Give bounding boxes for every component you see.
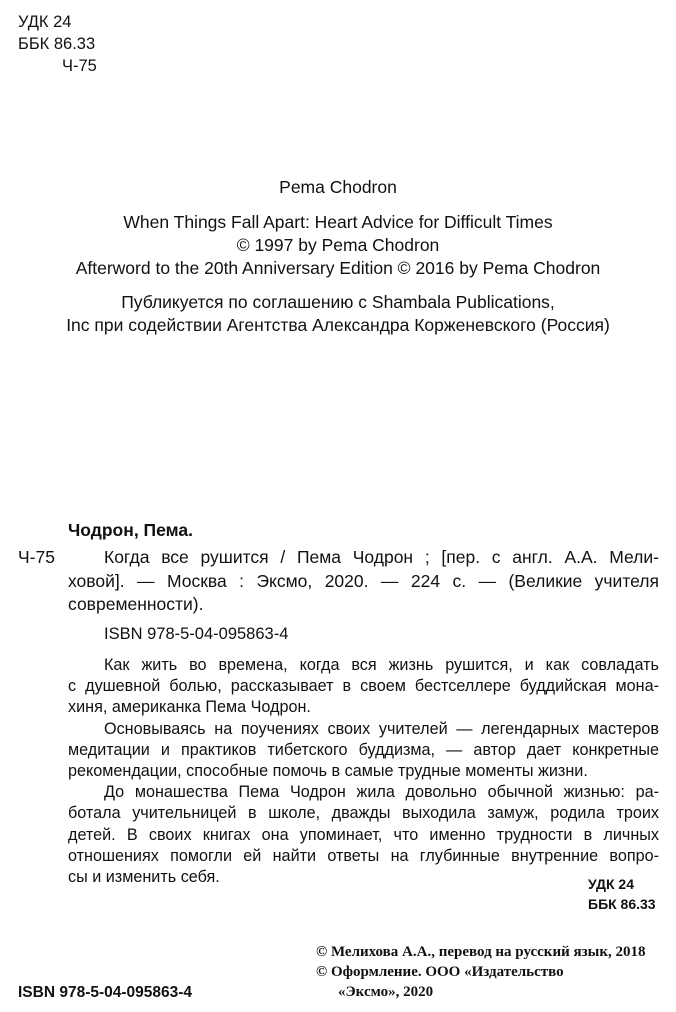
card-udk: УДК 24 bbox=[588, 876, 634, 892]
catalog-heading: Чодрон, Пема. bbox=[68, 520, 193, 540]
description-line-1: Когда все рушится / Пема Чодрон ; [пер. с англ. А.А. Мели- bbox=[104, 547, 659, 567]
annotation-line: с душевной болью, рассказывает в своем бестселлере буддийская мона- bbox=[68, 677, 659, 696]
author-mark: Ч-75 bbox=[62, 57, 97, 75]
annotation-line: Как жить во времена, когда вся жизнь рушится, и как совладать bbox=[104, 656, 659, 674]
bbk-code: ББК 86.33 bbox=[18, 35, 96, 53]
design-copyright-line-2: «Эксмо», 2020 bbox=[338, 984, 434, 1000]
description-line-3: современности). bbox=[68, 594, 204, 614]
agreement-line-1: Публикуется по соглашению с Shambala Publications, bbox=[121, 292, 555, 312]
catalog-margin-mark: Ч-75 bbox=[18, 547, 55, 567]
annotation-line: хиня, американка Пема Чодрон. bbox=[68, 698, 311, 717]
annotation-line: медитации и практиков тибетского буддизма, — автор дает конкретные bbox=[68, 740, 659, 759]
afterword-line: Afterword to the 20th Anniversary Edition © 2016 by Pema Chodron bbox=[75, 258, 601, 278]
annotation-line: Основываясь на поучениях своих учителей — легендарных мастеров bbox=[104, 719, 659, 738]
description-line-2: ховой]. — Москва : Эксмо, 2020. — 224 с. — (Великие учителя bbox=[68, 571, 659, 591]
annotation-line: сы и изменить себя. bbox=[68, 868, 220, 886]
card-bbk: ББК 86.33 bbox=[588, 896, 656, 912]
design-copyright-line-1: © Оформление. ООО «Издательство bbox=[316, 964, 564, 980]
original-title: When Things Fall Apart: Heart Advice for Difficult Times bbox=[123, 212, 553, 232]
annotation-line: рекомендации, способные помочь в самые трудные моменты жизни. bbox=[68, 762, 588, 780]
annotation-line: отношениях помогли ей найти ответы на глубинные внутренние вопро- bbox=[68, 846, 659, 865]
footer-isbn: ISBN 978-5-04-095863-4 bbox=[18, 984, 193, 1001]
annotation-line: До монашества Пема Чодрон жила довольно обычной жизнью: ра- bbox=[104, 783, 659, 802]
agreement-line-2: Inc при содействии Агентства Александра Корженевского (Россия) bbox=[66, 315, 610, 335]
rights-author: Pema Chodron bbox=[279, 177, 397, 197]
copyright-line: © 1997 by Pema Chodron bbox=[236, 235, 440, 255]
catalog-isbn: ISBN 978-5-04-095863-4 bbox=[104, 625, 289, 643]
translation-copyright: © Мелихова А.А., перевод на русский язык, 2018 bbox=[316, 944, 646, 960]
annotation-line: ботала учительницей в школе, дважды выходила замуж, родила троих bbox=[68, 804, 659, 823]
udk-code: УДК 24 bbox=[18, 13, 72, 31]
annotation-line: детей. В своих книгах она упоминает, что именно трудности в личных bbox=[68, 825, 659, 844]
